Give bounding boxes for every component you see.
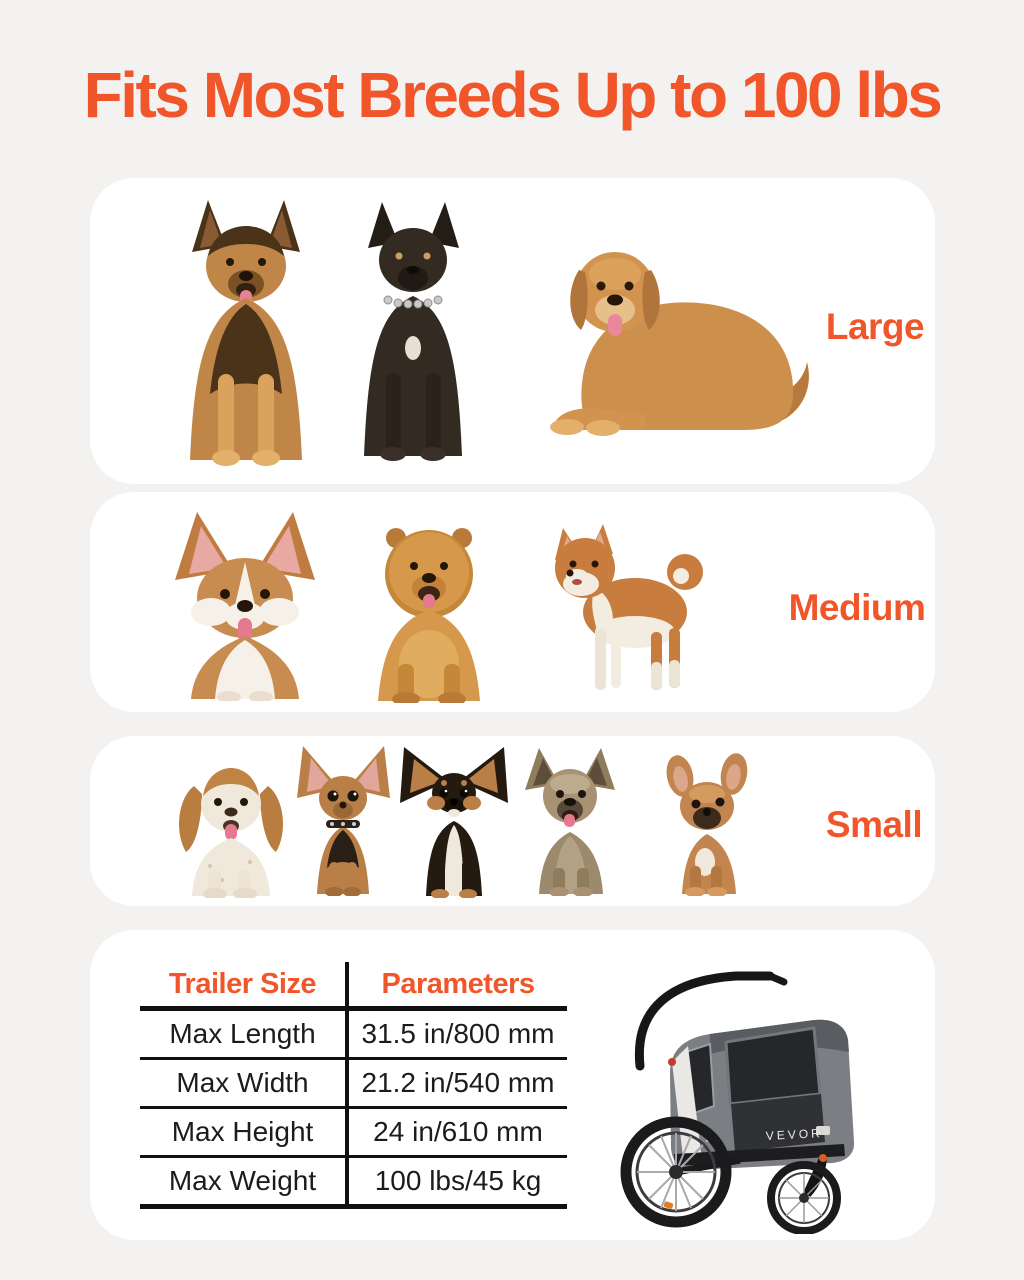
golden-retriever-photo: [523, 226, 810, 454]
chihuahua-photo: [295, 744, 392, 896]
size-label-small: Small: [825, 804, 923, 845]
cocker-spaniel-photo: [160, 746, 302, 898]
trailer-brand-label: VEVOR: [765, 1126, 824, 1143]
size-card-large: [90, 178, 935, 484]
spec-header-trailer-size: Trailer Size: [140, 962, 347, 1009]
long-haired-chihuahua-photo: [400, 741, 508, 898]
spec-row-max-weight: [140, 1157, 567, 1207]
trailer-product-photo: [618, 946, 908, 1234]
size-card-small: [90, 736, 935, 906]
spec-name: Max Weight: [140, 1157, 347, 1207]
german-shepherd-photo: [162, 194, 330, 466]
spec-card: [90, 930, 935, 1240]
spec-name: Max Height: [140, 1108, 347, 1157]
chow-chow-puppy-photo: [358, 514, 500, 703]
size-card-medium: [90, 492, 935, 712]
spec-name: Max Length: [140, 1009, 347, 1059]
spec-value: 100 lbs/45 kg: [347, 1157, 567, 1207]
spec-header-row: [140, 962, 567, 1009]
spec-row-max-width: [140, 1059, 567, 1108]
french-bulldog-photo: [650, 750, 765, 896]
spec-value: 31.5 in/800 mm: [347, 1009, 567, 1059]
front-wheel: [771, 1165, 837, 1231]
spec-row-max-length: [140, 1009, 567, 1059]
shiba-inu-photo: [543, 510, 710, 697]
size-label-large: Large: [825, 306, 925, 347]
spec-value: 21.2 in/540 mm: [347, 1059, 567, 1108]
scruffy-terrier-photo: [515, 744, 625, 896]
page-title: Fits Most Breeds Up to 100 lbs: [83, 59, 941, 131]
spec-name: Max Width: [140, 1059, 347, 1108]
spec-value: 24 in/610 mm: [347, 1108, 567, 1157]
rear-wheel: [626, 1122, 726, 1222]
size-label-medium: Medium: [788, 587, 926, 628]
spec-header-parameters: Parameters: [347, 962, 567, 1009]
corgi-photo: [145, 506, 345, 701]
black-pit-bull-photo: [342, 198, 485, 461]
spec-row-max-height: [140, 1108, 567, 1157]
spec-table: [140, 962, 567, 1209]
